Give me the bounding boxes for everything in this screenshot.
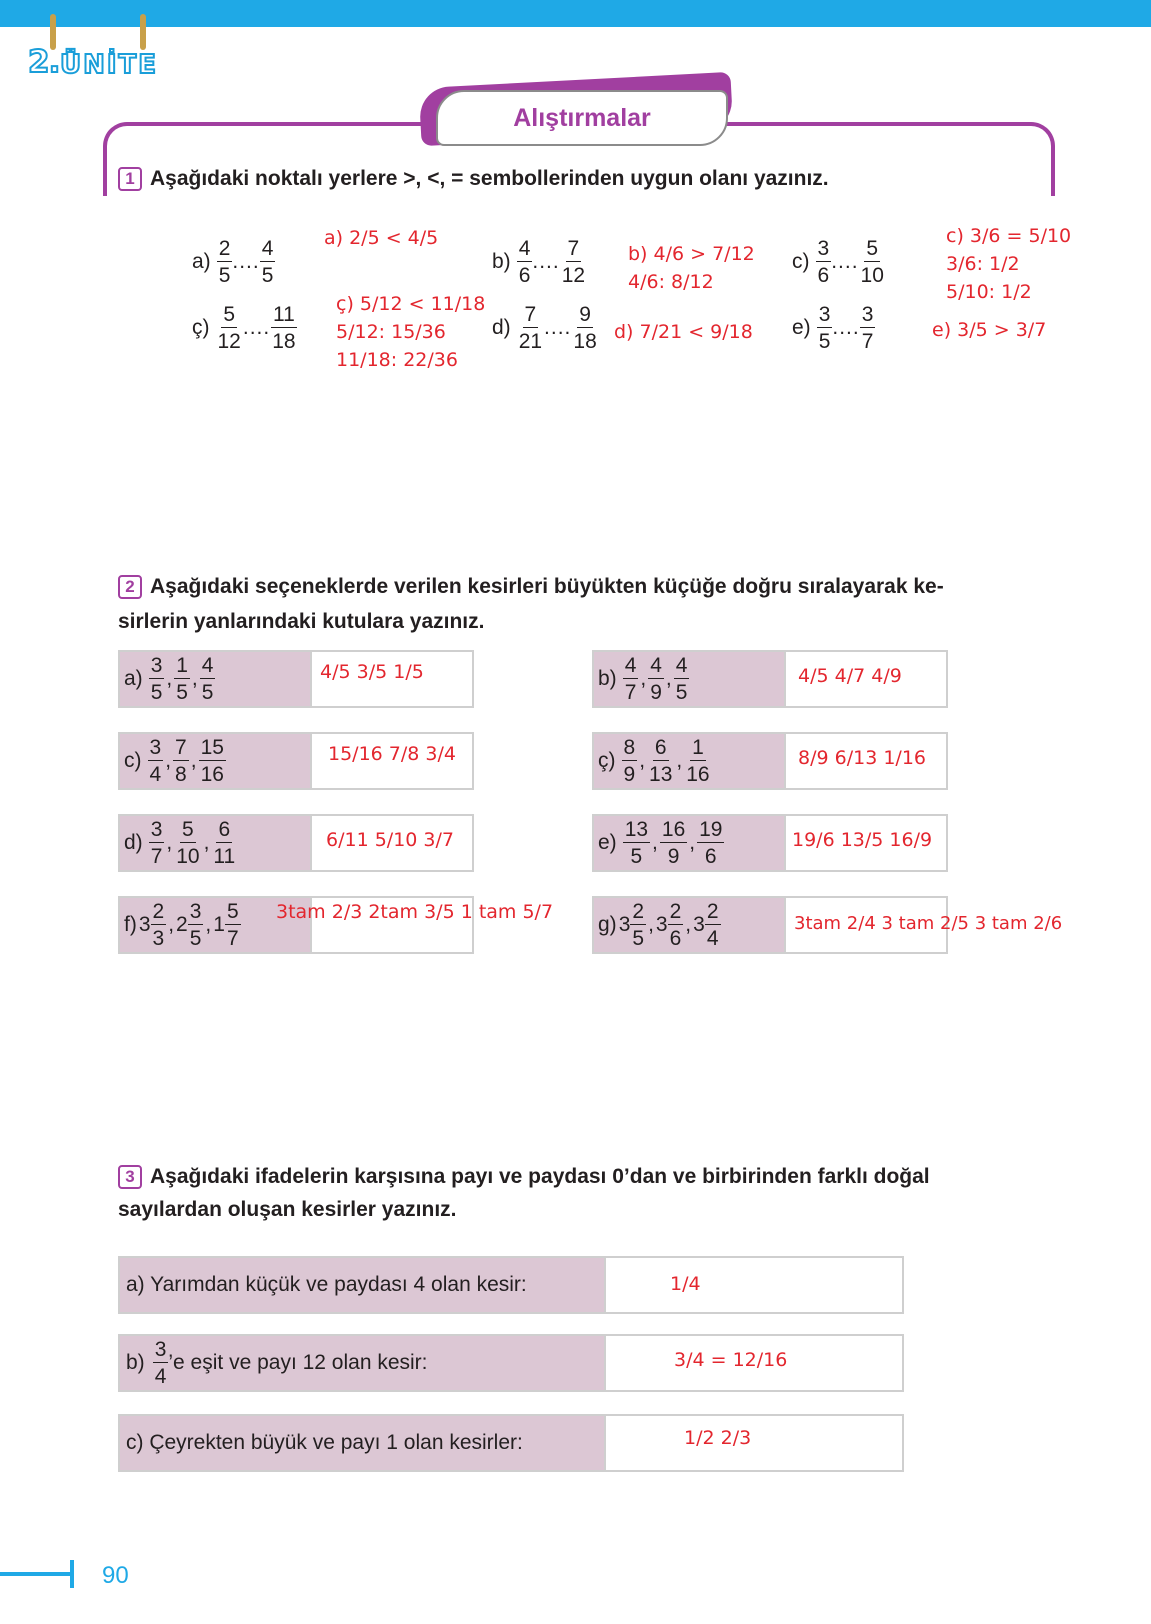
q1-number: 1 [118,167,142,191]
item-label: ç) [598,749,616,772]
q2-box-cc: ç) $\frac{8}{9}$ , $\frac{6}{13}$ , $\frac{1}{16}$ [592,732,948,790]
q3-text-line1: Aşağıdaki ifadelerin karşısına payı ve paydası 0’dan ve birbirinden farklı doğal [150,1165,930,1188]
q2-box-f: f) 3 $\frac{2}{3}$ , 2 $\frac{3}{5}$ , 1 $\frac{5}{7}$ [118,896,474,954]
fraction: $\frac{8}{9}$ [623,736,636,786]
q2-box-a: a) $\frac{3}{5}$ , $\frac{1}{5}$ , $\frac{4}{5}$ [118,650,474,708]
q1-item-e [792,304,875,352]
q1-item-c [792,238,886,286]
q3-answer-b: 3/4 = 12/16 [674,1349,788,1371]
fraction: $\frac{4}{5}$ [675,654,688,704]
item-label: d) [492,316,511,339]
q1-answer-b-note: 4/6: 8/12 [628,271,714,293]
fraction: $\frac{1}{5}$ [176,654,188,704]
blank-dots: .... [532,250,560,273]
q1-answer-cc-note1: 5/12: 15/36 [336,321,446,343]
fraction: $\frac{3}{4}$ [154,1338,167,1388]
q1-answer-d: d) 7/21 < 9/18 [614,321,753,343]
q2-answer-b: 4/5 4/7 4/9 [798,665,902,687]
q1-item-d [492,304,599,352]
blank-dots: .... [544,316,572,339]
fraction: $\frac{7}{21}$ [518,303,543,353]
q1-answer-e: e) 3/5 > 3/7 [932,319,1047,341]
q2-number: 2 [118,575,142,599]
blank-dots: .... [832,316,860,339]
q1-answer-a: a) 2/5 < 4/5 [324,227,439,249]
page-title: Alıştırmalar [513,103,651,132]
unit-badge [22,14,172,98]
fraction: $\frac{4}{5}$ [201,654,214,704]
q1-answer-c-note2: 5/10: 1/2 [946,281,1032,303]
q2-answer-d: 6/11 5/10 3/7 [326,829,454,851]
footer-tick [70,1560,74,1588]
fraction: $\frac{2}{5}$ [218,237,231,287]
q1-answer-c: c) 3/6 = 5/10 [946,225,1072,247]
q3-answer-c: 1/2 2/3 [684,1427,752,1449]
q3-text-a: a) Yarımdan küçük ve paydası 4 olan kesir: [126,1273,527,1296]
q2-box-g: g) 3 $\frac{2}{5}$ , 3 $\frac{2}{6}$ , 3 $\frac{2}{4}$ [592,896,948,954]
q1-answer-c-note1: 3/6: 1/2 [946,253,1020,275]
q1-answer-b: b) 4/6 > 7/12 [628,243,755,265]
q2-text-line2: sirlerin yanlarındaki kutulara yazınız. [118,610,485,633]
fraction: $\frac{7}{12}$ [561,237,586,287]
q3-answer-a: 1/4 [670,1273,701,1295]
fraction: $\frac{7}{8}$ [175,736,187,786]
fraction: $\frac{5}{12}$ [217,303,241,353]
fraction: $\frac{3}{5}$ [150,654,163,704]
fraction: $\frac{4}{9}$ [650,654,662,704]
blank-dots: .... [831,250,859,273]
fraction: $\frac{6}{11}$ [213,818,236,868]
q1-heading [118,162,829,195]
q1-item-cc [192,304,298,352]
unit-number: 2. [28,44,60,80]
fraction: $\frac{1}{16}$ [686,736,710,786]
fraction: $\frac{13}{5}$ [624,818,649,868]
fraction: $\frac{2}{4}$ [706,900,719,950]
q2-answer-f: 3tam 2/3 2tam 3/5 1 tam 5/7 [276,901,554,923]
q2-answer-a: 4/5 3/5 1/5 [320,661,424,683]
q2-box-c: c) $\frac{3}{4}$ , $\frac{7}{8}$ , $\frac{15}{16}$ [118,732,474,790]
fraction: $\frac{3}{7}$ [150,818,163,868]
page-number: 90 [102,1562,129,1589]
fraction: $\frac{2}{6}$ [669,900,682,950]
q1-answer-cc: ç) 5/12 < 11/18 [336,293,486,315]
item-label: e) [598,831,617,854]
q2-box-b: b) $\frac{4}{7}$ , $\frac{4}{9}$ , $\frac{4}{5}$ [592,650,948,708]
item-label: b) [492,250,511,273]
footer-rule [0,1572,72,1576]
q2-answer-g: 3tam 2/4 3 tam 2/5 3 tam 2/6 [794,913,1063,934]
item-label: a) [124,667,143,690]
item-label: b) [598,667,617,690]
item-label: c) [792,250,810,273]
answer-box[interactable] [604,1258,902,1312]
q3-text-c: c) Çeyrekten büyük ve payı 1 olan kesirler: [126,1431,523,1454]
fraction: $\frac{9}{18}$ [573,303,597,353]
q3-number: 3 [118,1165,142,1189]
q2-answer-e: 19/6 13/5 16/9 [792,829,933,851]
fraction: $\frac{5}{10}$ [176,818,200,868]
fraction: $\frac{3}{7}$ [861,303,874,353]
answer-box[interactable] [604,1416,902,1470]
item-label: c) [124,749,142,772]
fraction: $\frac{2}{3}$ [152,900,165,950]
fraction: $\frac{4}{7}$ [624,654,637,704]
fraction: $\frac{11}{18}$ [272,303,296,353]
title-banner [436,90,728,146]
item-label: g) [598,913,617,936]
q3-text-line2: sayılardan oluşan kesirler yazınız. [118,1198,457,1221]
blank-dots: .... [242,316,271,339]
fraction: $\frac{4}{6}$ [518,237,531,287]
q2-heading [118,570,944,603]
fraction: $\frac{5}{10}$ [860,237,884,287]
item-label: a) [192,250,211,273]
fraction: $\frac{16}{9}$ [661,818,686,868]
fraction: $\frac{15}{16}$ [200,736,224,786]
top-color-bar [0,0,1151,27]
q1-text: Aşağıdaki noktalı yerlere >, <, = sembollerinden uygun olanı yazınız. [150,167,829,190]
q2-box-d: d) $\frac{3}{7}$ , $\frac{5}{10}$ , $\frac{6}{11}$ [118,814,474,872]
fraction: $\frac{3}{6}$ [817,237,830,287]
blank-dots: .... [232,250,260,273]
q2-answer-c: 15/16 7/8 3/4 [328,743,456,765]
q2-text-line1: Aşağıdaki seçeneklerde verilen kesirleri büyükten küçüğe doğru sıralayarak ke- [150,575,944,598]
item-label: e) [792,316,811,339]
item-label: d) [124,831,143,854]
q3-heading [118,1160,930,1193]
fraction: $\frac{4}{5}$ [261,237,274,287]
fraction: $\frac{3}{5}$ [189,900,202,950]
fraction: $\frac{3}{5}$ [818,303,831,353]
fraction: $\frac{5}{7}$ [226,900,239,950]
item-label: ç) [192,316,210,339]
q1-item-b [492,238,587,286]
q2-answer-cc: 8/9 6/13 1/16 [798,747,926,769]
q2-box-e: e) $\frac{13}{5}$ , $\frac{16}{9}$ , $\frac{19}{6}$ [592,814,948,872]
item-label: f) [124,913,137,936]
item-label: b) [126,1351,145,1374]
fraction: $\frac{2}{5}$ [632,900,645,950]
q3-row-c [118,1414,904,1472]
fraction: $\frac{3}{4}$ [149,736,162,786]
q3-row-a [118,1256,904,1314]
q3-text-b: ’e eşit ve payı 12 olan kesir: [168,1351,428,1374]
fraction: $\frac{6}{13}$ [649,736,673,786]
q1-answer-cc-note2: 11/18: 22/36 [336,349,458,371]
hanger-pin-right [140,14,146,50]
fraction: $\frac{19}{6}$ [699,818,723,868]
q1-item-a [192,238,275,286]
unit-word: ÜNİTE [60,50,159,80]
